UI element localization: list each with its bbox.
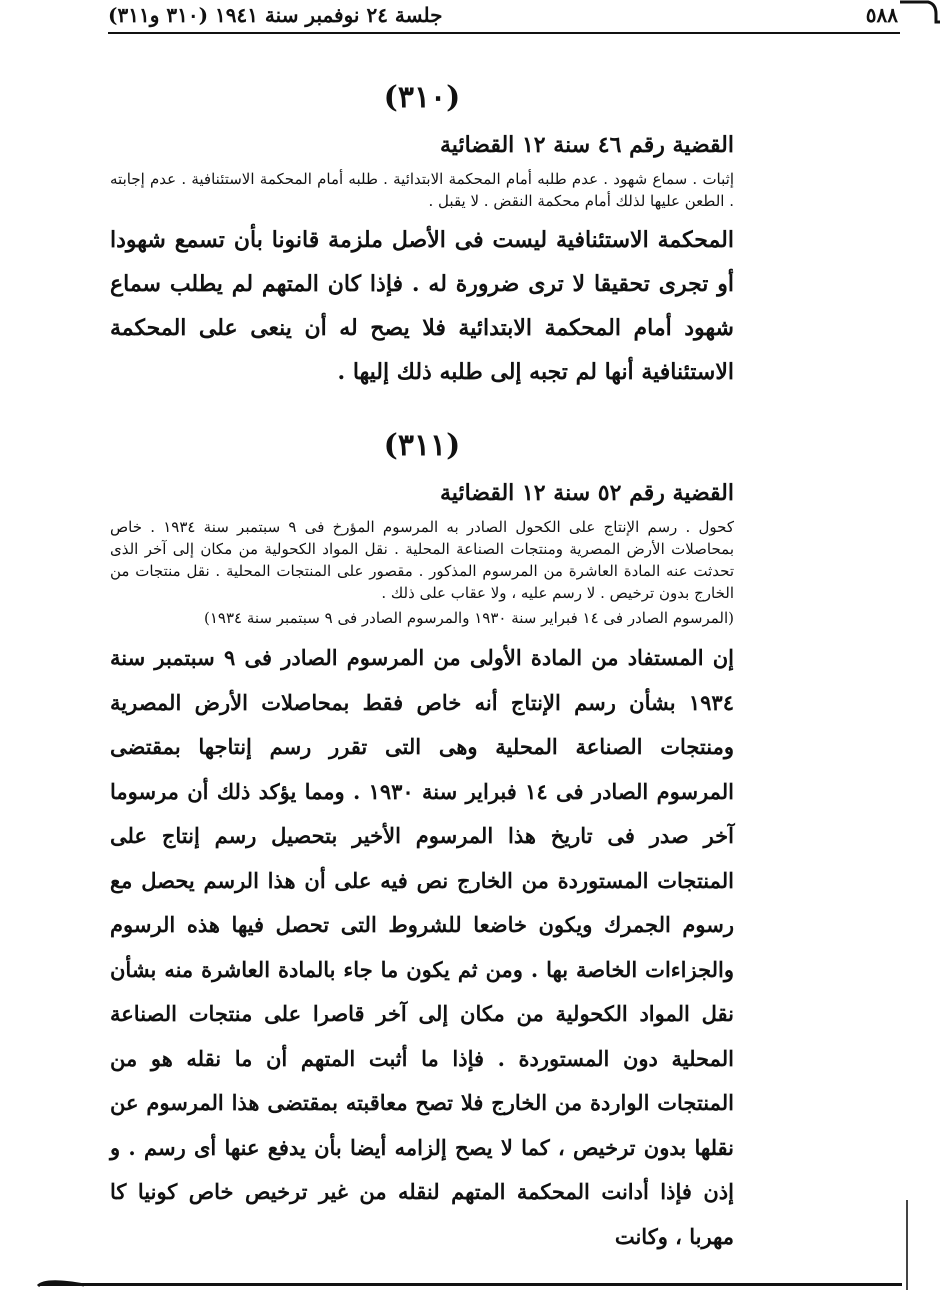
ruling-310 [110, 70, 734, 394]
page-number: ٥٨٨ [865, 3, 898, 27]
running-header [108, 0, 898, 30]
ruling-summary: كحول . رسم الإنتاج على الكحول الصادر به المرسوم المؤرخ فى ٩ سبتمبر سنة ١٩٣٤ . خاص بمحاصلات الأرض المصرية ومنتجات الصناعة المحلية . نقل المواد الكحولية من مكان إلى آخر الذى تحدثت عنه المادة العاشرة من المرسوم المذكور . مقصور على المنتجات المحلية . نقل منتجات من الخارج بدون ترخيص . لا رسم عليه ، ولا عقاب على ذلك . [110, 518, 734, 602]
case-title: القضية رقم ٤٦ سنة ١٢ القضائية [440, 132, 734, 158]
decree-reference: (المرسوم الصادر فى ١٤ فبراير سنة ١٩٣٠ والمرسوم الصادر فى ٩ سبتمبر سنة ١٩٣٤) [204, 609, 734, 627]
ruling-body: إن المستفاد من المادة الأولى من المرسوم الصادر فى ٩ سبتمبر سنة ١٩٣٤ بشأن رسم الإنتاج أنه خاص فقط بمحاصلات الأرض المصرية ومنتجات الصناعة المحلية وهى التى تقرر رسم إنتاجها بمقتضى المرسوم الصادر فى ١٤ فبراير سنة ١٩٣٠ . ومما يؤكد ذلك أن مرسوما آخر صدر فى تاريخ هذا المرسوم الأخير بتحصيل رسم إنتاج على المنتجات المستوردة من الخارج نص فيه على أن هذا الرسم يحصل مع رسوم الجمرك ويكون خاضعا للشروط التى تحصل فيها هذه الرسوم والجزاءات الخاصة بها . ومن ثم يكون ما جاء بالمادة العاشرة منه بشأن نقل المواد الكحولية من مكان إلى آخر قاصرا على منتجات الصناعة المحلية دون المستوردة . فإذا ما أثبت المتهم أن ما نقله هو من المنتجات الواردة من الخارج فلا تصح معاقبته بمقتضى هذا المرسوم عن نقلها بدون ترخيص ، كما لا يصح إلزامه أيضا بأن يدفع عنها أى رسم . و إذن فإذا أدانت المحكمة المتهم لنقله من غير ترخيص خاص كونيا كا مهربا ، وكانت [110, 645, 735, 1249]
ruling-summary: إثبات . سماع شهود . عدم طلبه أمام المحكمة الابتدائية . طلبه أمام المحكمة الاستئنافية . عدم إجابته . الطعن عليها لذلك أمام محكمة النقض . لا يقبل . [110, 170, 734, 210]
ruling-number: (٣١١) [383, 428, 461, 463]
case-title: القضية رقم ٥٢ سنة ١٢ القضائية [440, 480, 734, 506]
ruling-number: (٣١٠) [383, 80, 461, 115]
scan-edge-line [906, 1200, 908, 1290]
scan-bottom-mark [36, 1276, 86, 1288]
scan-corner-mark [900, 0, 940, 30]
header-rule [108, 32, 900, 34]
ruling-311 [110, 418, 734, 1259]
main-content [110, 40, 734, 1270]
footer-rule [40, 1283, 902, 1286]
session-heading: جلسة ٢٤ نوفمبر سنة ١٩٤١ (٣١٠ و٣١١) [108, 3, 443, 27]
ruling-body: المحكمة الاستئنافية ليست فى الأصل ملزمة قانونا بأن تسمع شهودا أو تجرى تحقيقا لا ترى ضرورة له . فإذا كان المتهم لم يطلب سماع شهود أمام المحكمة الابتدائية فلا يصح له أن ينعى على المحكمة الاستئنافية أنها لم تجبه إلى طلبه ذلك إليها . [110, 227, 734, 385]
